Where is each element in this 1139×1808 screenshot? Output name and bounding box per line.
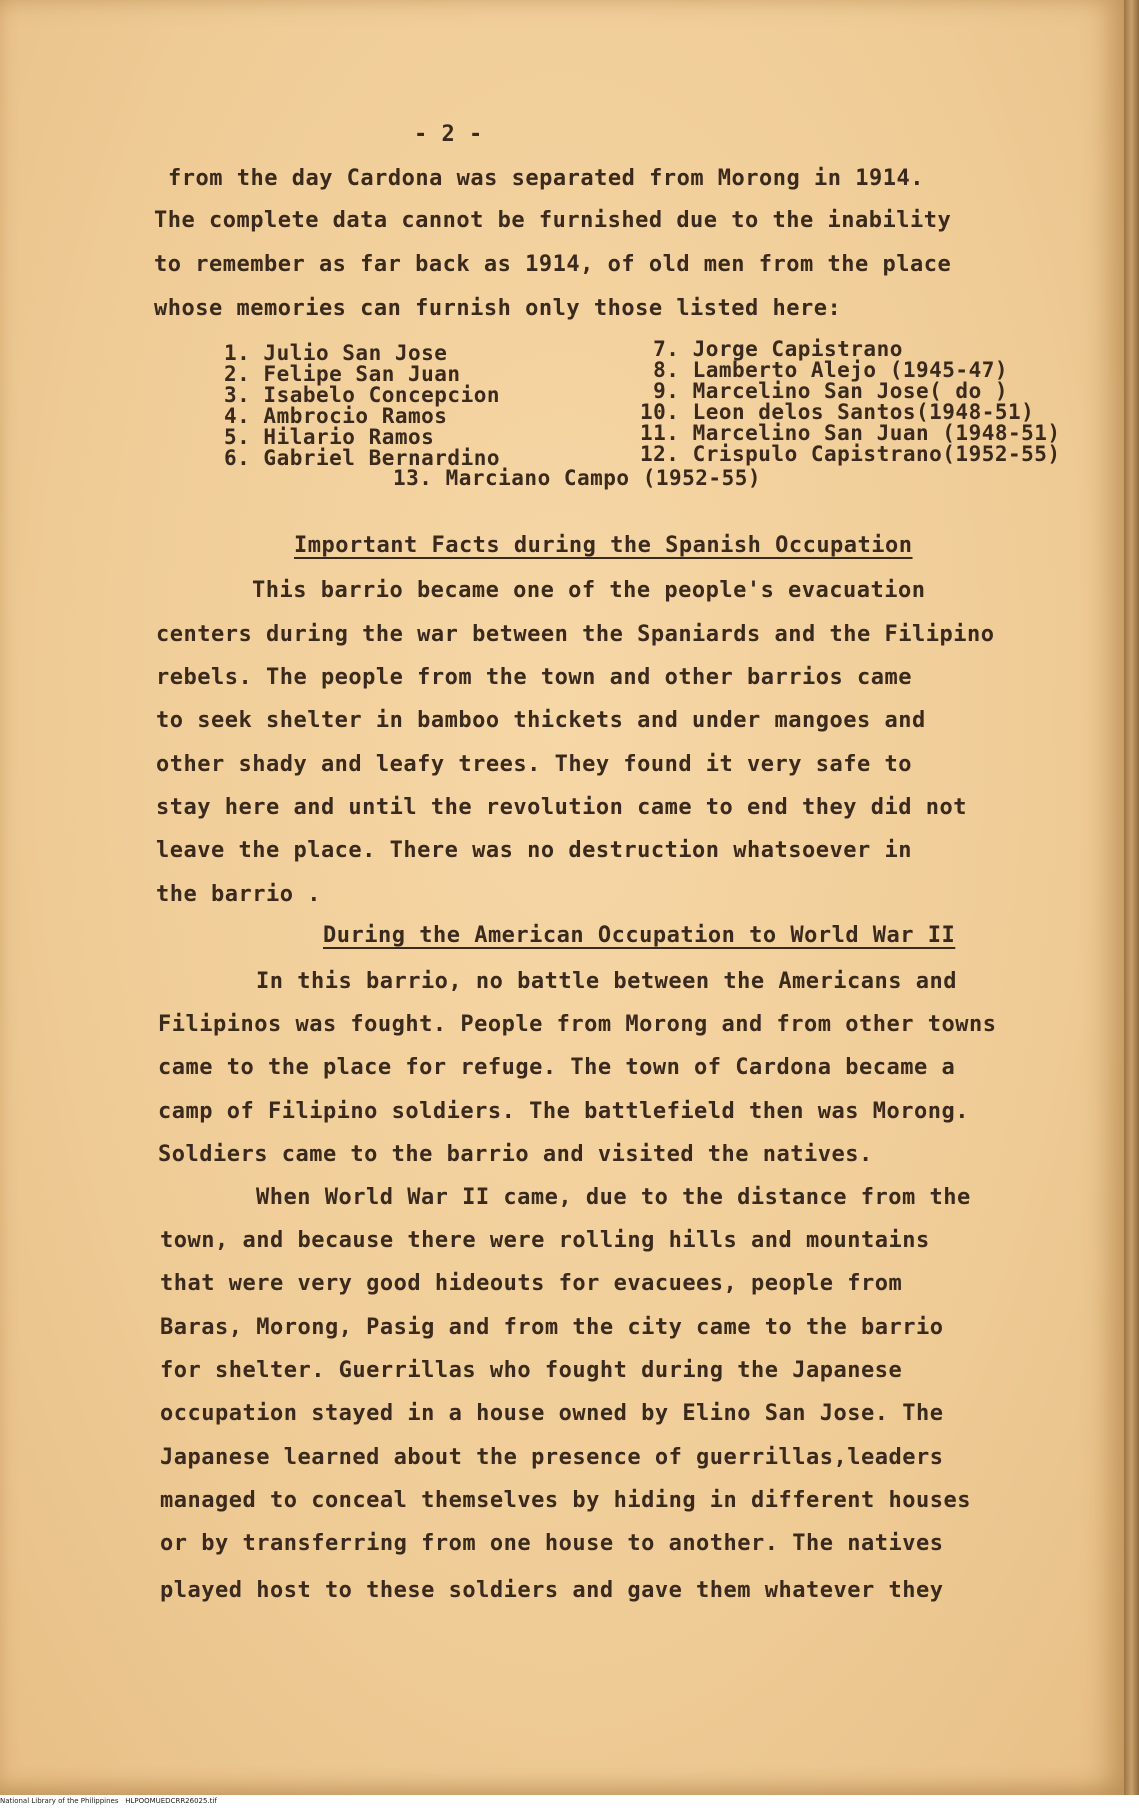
scan-footer [0,1795,1139,1808]
body-line: leave the place. There was no destruction whatsoever in [156,838,912,863]
footer-library: National Library of the Philippines [0,1797,119,1805]
body-line: came to the place for refuge. The town of Cardona became a [158,1055,956,1080]
body-line: centers during the war between the Spaniards and the Filipino [156,622,995,647]
list-item: 6. Gabriel Bernardino [224,446,501,470]
intro-line: from the day Cardona was separated from Morong in 1914. [168,166,924,191]
list-item: 10. Leon delos Santos(1948-51) [640,400,1035,424]
list-item: 9. Marcelino San Jose( do ) [640,379,1009,403]
footer-file: HLPOOMUEDCRR26025.tif [125,1797,217,1805]
intro-line: The complete data cannot be furnished due to the inability [154,208,952,233]
body-line: This barrio became one of the people's evacuation [252,578,926,603]
body-line: Soldiers came to the barrio and visited the natives. [158,1142,873,1167]
body-line: stay here and until the revolution came to end they did not [156,795,967,820]
intro-line: to remember as far back as 1914, of old men from the place [154,252,952,277]
body-line: for shelter. Guerrillas who fought during the Japanese [160,1358,903,1383]
page-edge [1124,0,1139,1795]
list-item: 3. Isabelo Concepcion [224,383,501,407]
body-line: When World War II came, due to the distance from the [256,1185,971,1210]
list-item: 7. Jorge Capistrano [640,337,903,361]
list-item: 5. Hilario Ramos [224,425,435,449]
section-heading: Important Facts during the Spanish Occupation [294,533,913,558]
body-line: the barrio . [156,882,321,907]
body-line: In this barrio, no battle between the Americans and [256,969,958,994]
list-item: 4. Ambrocio Ramos [224,404,448,428]
body-line: played host to these soldiers and gave them whatever they [160,1578,944,1603]
list-item: 8. Lamberto Alejo (1945-47) [640,358,1009,382]
list-item: 11. Marcelino San Juan (1948-51) [640,421,1061,445]
list-item: 1. Julio San Jose [224,341,448,365]
body-line: to seek shelter in bamboo thickets and under mangoes and [156,708,926,733]
section-heading: During the American Occupation to World War II [323,923,956,948]
page-number: - 2 - [414,122,483,147]
body-line: other shady and leafy trees. They found it very safe to [156,752,912,777]
body-line: town, and because there were rolling hills and mountains [160,1228,930,1253]
body-line: managed to conceal themselves by hiding in different houses [160,1488,971,1513]
list-item: 13. Marciano Campo (1952-55) [393,466,762,490]
body-line: Japanese learned about the presence of guerrillas,leaders [160,1445,944,1470]
body-line: or by transferring from one house to another. The natives [160,1531,944,1556]
body-line: camp of Filipino soldiers. The battlefield then was Morong. [158,1099,969,1124]
list-item: 12. Crispulo Capistrano(1952-55) [640,442,1061,466]
body-line: Baras, Morong, Pasig and from the city came to the barrio [160,1315,944,1340]
body-line: that were very good hideouts for evacuees, people from [160,1271,903,1296]
body-line: rebels. The people from the town and other barrios came [156,665,912,690]
intro-line: whose memories can furnish only those listed here: [154,296,842,321]
body-line: occupation stayed in a house owned by Elino San Jose. The [160,1401,944,1426]
body-line: Filipinos was fought. People from Morong and from other towns [158,1012,997,1037]
list-item: 2. Felipe San Juan [224,362,461,386]
